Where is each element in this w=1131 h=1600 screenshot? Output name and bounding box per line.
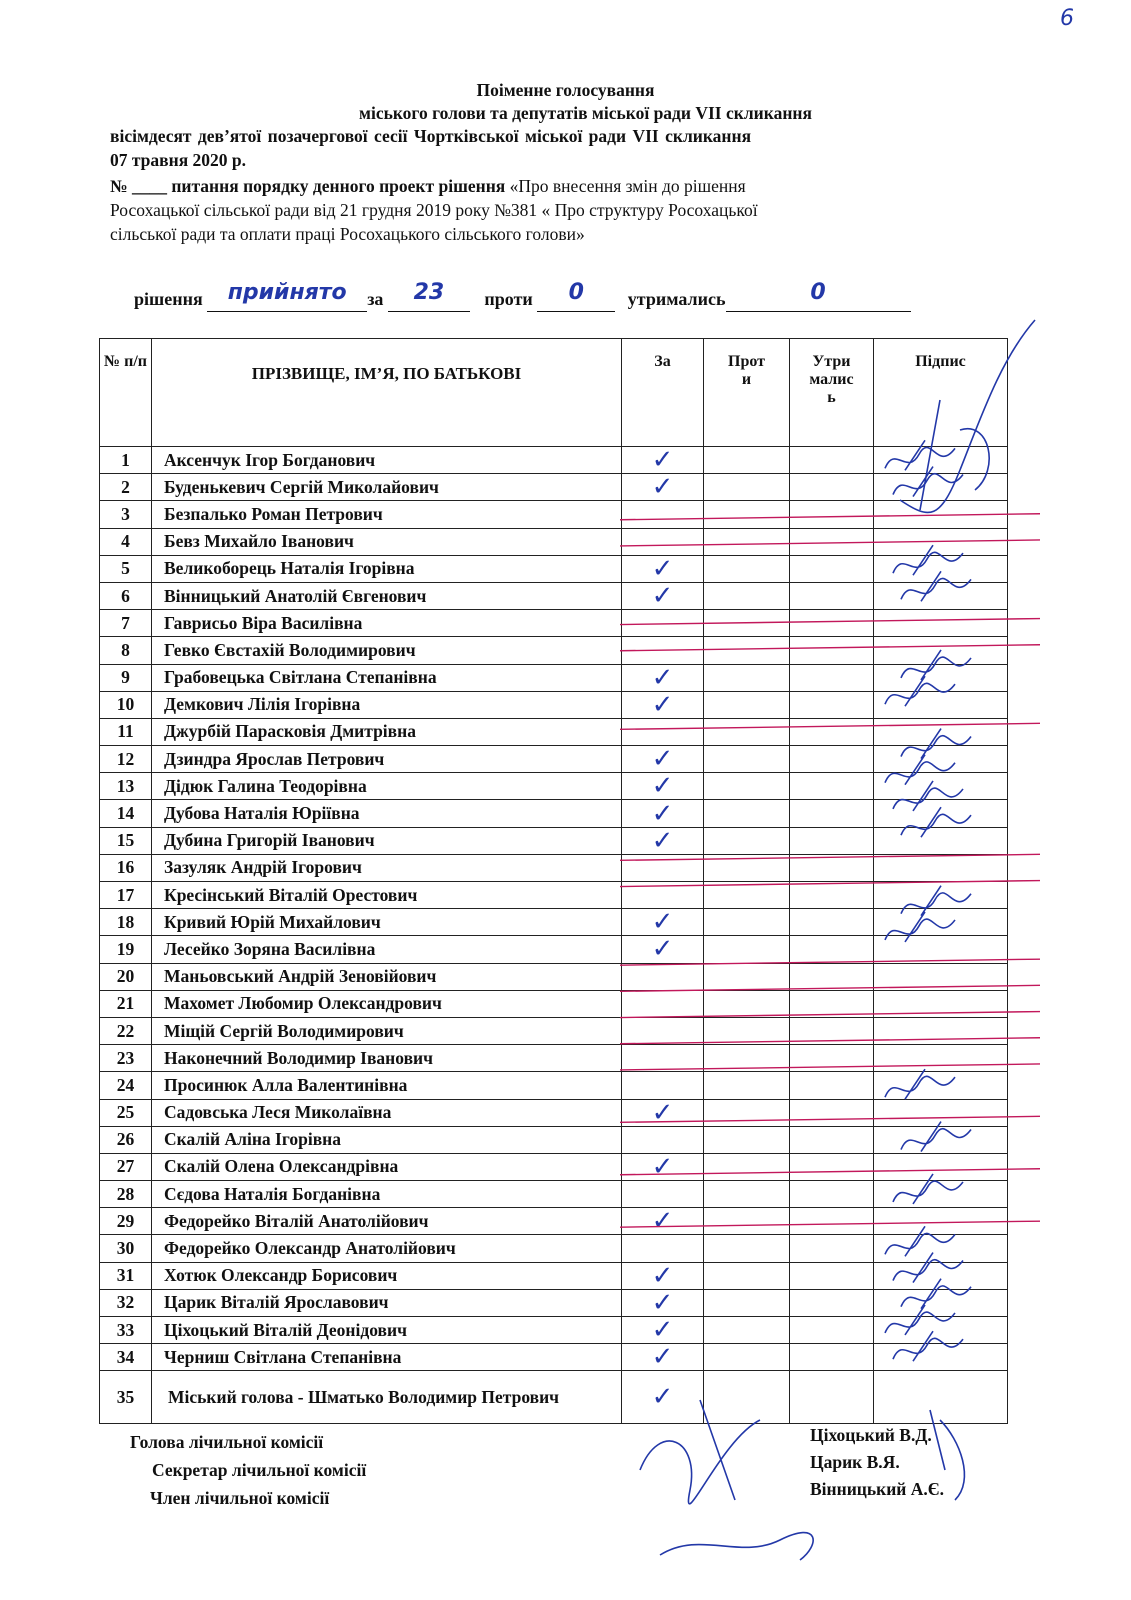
strike-line (620, 1169, 1040, 1175)
deputy-name: Аксенчук Ігор Богданович (152, 447, 622, 474)
signature-scribble (885, 1069, 955, 1099)
strike-line (620, 619, 1040, 625)
signature-scribble (893, 1331, 963, 1361)
check-mark-icon: ✓ (651, 798, 674, 829)
strike-line (620, 985, 1040, 991)
deputy-name: Просинюк Алла Валентинівна (152, 1072, 622, 1099)
deputy-name: Бевз Михайло Іванович (152, 528, 622, 555)
check-mark-icon: ✓ (651, 689, 674, 720)
check-mark-icon: ✓ (651, 553, 674, 584)
signature-scribble (893, 545, 963, 575)
signature-scribble (901, 729, 971, 759)
deputy-name: Хотюк Олександр Борисович (152, 1262, 622, 1289)
deputy-name: Дзиндра Ярослав Петрович (152, 746, 622, 773)
row-number: 3 (100, 501, 152, 528)
check-mark-icon: ✓ (651, 934, 674, 965)
page-number: 6 (1060, 6, 1074, 31)
row-number: 23 (100, 1045, 152, 1072)
check-mark-icon: ✓ (651, 771, 674, 802)
row-number: 1 (100, 447, 152, 474)
check-mark-icon: ✓ (651, 744, 674, 775)
deputy-name: Наконечний Володимир Іванович (152, 1045, 622, 1072)
row-number: 29 (100, 1208, 152, 1235)
deputy-name: Федорейко Олександр Анатолійович (152, 1235, 622, 1262)
signature-scribble (901, 807, 971, 837)
check-mark-icon: ✓ (651, 825, 674, 856)
abstain-label: утримались (627, 289, 726, 309)
check-mark-icon: ✓ (651, 1260, 674, 1291)
check-mark-icon: ✓ (651, 1287, 674, 1318)
row-number: 33 (100, 1317, 152, 1344)
agenda-item-prefix: № ____ питання порядку денного проект рішення (110, 176, 506, 196)
check-mark-icon: ✓ (651, 662, 674, 693)
deputy-name: Скалій Аліна Ігорівна (152, 1126, 622, 1153)
row-number: 24 (100, 1072, 152, 1099)
row-number: 25 (100, 1099, 152, 1126)
check-mark-icon: ✓ (651, 1382, 674, 1413)
deputy-name: Махомет Любомир Олександрович (152, 990, 622, 1017)
session-line: вісімдесят дев’ятої позачергової сесії Чортківської міської ради VII скликання (110, 126, 752, 146)
strike-line (620, 540, 1040, 546)
deputy-name: Дідюк Галина Теодорівна (152, 773, 622, 800)
check-mark-icon: ✓ (651, 1097, 674, 1128)
signature-scribble (901, 1279, 971, 1309)
row-number: 12 (100, 746, 152, 773)
row-number: 34 (100, 1344, 152, 1371)
signature-scribble (901, 650, 971, 680)
strike-line (620, 514, 1040, 520)
signature-scribble (901, 571, 971, 601)
deputy-name: Гевко Євстахій Володимирович (152, 637, 622, 664)
col-name-header: ПРІЗВИЩЕ, ІМ’Я, ПО БАТЬКОВІ (152, 339, 622, 447)
row-number: 27 (100, 1153, 152, 1180)
deputy-name: Лесейко Зоряна Василівна (152, 936, 622, 963)
signature-flourish (660, 1533, 813, 1560)
row-number: 8 (100, 637, 152, 664)
strike-line (620, 645, 1040, 651)
deputy-name: Вінницький Анатолій Євгенович (152, 582, 622, 609)
row-number: 14 (100, 800, 152, 827)
col-abstain-header: Утри малис ь (790, 339, 874, 447)
deputy-name: Дубина Григорій Іванович (152, 827, 622, 854)
deputy-name: Буденькевич Сергій Миколайович (152, 474, 622, 501)
deputy-name: Дубова Наталія Юріївна (152, 800, 622, 827)
strike-line (620, 1116, 1040, 1122)
session-date: 07 травня 2020 р. (110, 150, 247, 170)
strike-lines (620, 514, 1040, 1227)
check-mark-icon: ✓ (651, 1315, 674, 1346)
row-number: 21 (100, 990, 152, 1017)
check-mark-icon: ✓ (651, 445, 674, 476)
signature-scribble (901, 1122, 971, 1152)
signature-scribble (893, 1174, 963, 1204)
secretary-name: Царик В.Я. (810, 1452, 900, 1472)
check-mark-icon: ✓ (651, 1342, 674, 1373)
col-for-header: За (622, 339, 704, 447)
deputy-name: Зазуляк Андрій Ігорович (152, 854, 622, 881)
deputy-name: Ціхоцький Віталій Деонідович (152, 1317, 622, 1344)
row-number: 31 (100, 1262, 152, 1289)
row-number: 35 (100, 1371, 152, 1424)
col-sign-header: Підпис (874, 339, 1008, 447)
deputy-name: Скалій Олена Олександрівна (152, 1153, 622, 1180)
row-number: 30 (100, 1235, 152, 1262)
signature-flourish (900, 320, 1035, 512)
deputy-name: Черниш Світлана Степанівна (152, 1344, 622, 1371)
deputy-name: Великоборець Наталія Ігорівна (152, 555, 622, 582)
row-number: 19 (100, 936, 152, 963)
strike-line (620, 881, 1040, 887)
deputy-name: Гаврисьо Віра Василівна (152, 610, 622, 637)
row-number: 6 (100, 582, 152, 609)
strike-line (620, 1221, 1040, 1227)
for-count-handwritten: 23 (413, 280, 445, 305)
deputy-name: Міщій Сергій Володимирович (152, 1017, 622, 1044)
signature-scribble (885, 755, 955, 785)
deputy-name: Кривий Юрій Михайлович (152, 909, 622, 936)
deputy-name: Сєдова Наталія Богданівна (152, 1181, 622, 1208)
doc-subtitle: міського голови та депутатів міської ради VII скликання (359, 103, 812, 123)
deputy-name: Грабовецька Світлана Степанівна (152, 664, 622, 691)
row-number: 13 (100, 773, 152, 800)
member-name: Вінницький А.Є. (810, 1479, 945, 1499)
signature-scribble (885, 1305, 955, 1335)
agenda-item-text-2: Росохацької сільської ради від 21 грудня 2019 року №381 « Про структуру Росохацької (110, 200, 758, 220)
deputy-name: Безпалько Роман Петрович (152, 501, 622, 528)
signature-flourish (640, 1400, 760, 1504)
deputy-name: Міський голова - Шматько Володимир Петрович (152, 1371, 622, 1424)
chair-name: Ціхоцький В.Д. (810, 1425, 932, 1445)
decision-result-handwritten: прийнято (227, 280, 347, 305)
deputy-name: Демкович Лілія Ігорівна (152, 691, 622, 718)
strike-line (620, 1038, 1040, 1044)
strike-line (620, 959, 1040, 965)
row-number: 22 (100, 1017, 152, 1044)
signature-scribble (893, 467, 963, 497)
strike-line (620, 1012, 1040, 1018)
member-label: Член лічильної комісії (150, 1488, 330, 1508)
against-count-handwritten: 0 (568, 280, 584, 305)
agenda-item-text-3: сільської ради та оплати праці Росохацького сільського голови» (110, 224, 585, 244)
row-number: 2 (100, 474, 152, 501)
row-number: 5 (100, 555, 152, 582)
row-number: 4 (100, 528, 152, 555)
deputy-name: Кресінський Віталій Орестович (152, 882, 622, 909)
row-number: 7 (100, 610, 152, 637)
signature-scribbles (640, 320, 1035, 1560)
against-label: проти (484, 289, 533, 309)
row-number: 15 (100, 827, 152, 854)
doc-title: Поіменне голосування (476, 80, 655, 100)
signature-scribble (885, 676, 955, 706)
strike-line (620, 1064, 1040, 1070)
agenda-item-text-1: «Про внесення змін до рішення (509, 176, 746, 196)
row-number: 20 (100, 963, 152, 990)
deputy-name: Царик Віталій Ярославович (152, 1289, 622, 1316)
col-num-header: № п/п (100, 339, 152, 447)
strike-line (620, 723, 1040, 729)
signature-scribble (885, 1226, 955, 1256)
signature-scribble (893, 1253, 963, 1283)
for-label: за (367, 289, 384, 309)
row-number: 18 (100, 909, 152, 936)
deputy-name: Садовська Леся Миколаївна (152, 1099, 622, 1126)
deputy-name: Джурбій Парасковія Дмитрівна (152, 718, 622, 745)
check-mark-icon: ✓ (651, 907, 674, 938)
row-number: 26 (100, 1126, 152, 1153)
signature-scribble (901, 886, 971, 916)
chair-label: Голова лічильної комісії (130, 1432, 324, 1452)
signature-scribble (893, 781, 963, 811)
row-number: 9 (100, 664, 152, 691)
abstain-count-handwritten: 0 (810, 280, 826, 305)
row-number: 11 (100, 718, 152, 745)
deputy-name: Федорейко Віталій Анатолійович (152, 1208, 622, 1235)
signature-scribble (885, 912, 955, 942)
row-number: 10 (100, 691, 152, 718)
row-number: 16 (100, 854, 152, 881)
signature-scribble (885, 440, 955, 470)
check-mark-icon: ✓ (651, 1151, 674, 1182)
deputy-name: Маньовський Андрій Зеновійович (152, 963, 622, 990)
strike-line (620, 854, 1040, 860)
secretary-label: Секретар лічильної комісії (152, 1460, 367, 1480)
check-mark-icon: ✓ (651, 1206, 674, 1237)
check-mark-icon: ✓ (651, 472, 674, 503)
check-mark-icon: ✓ (651, 581, 674, 612)
row-number: 28 (100, 1181, 152, 1208)
decision-label: рішення (134, 289, 203, 309)
row-number: 17 (100, 882, 152, 909)
col-against-header: Прот и (704, 339, 790, 447)
row-number: 32 (100, 1289, 152, 1316)
